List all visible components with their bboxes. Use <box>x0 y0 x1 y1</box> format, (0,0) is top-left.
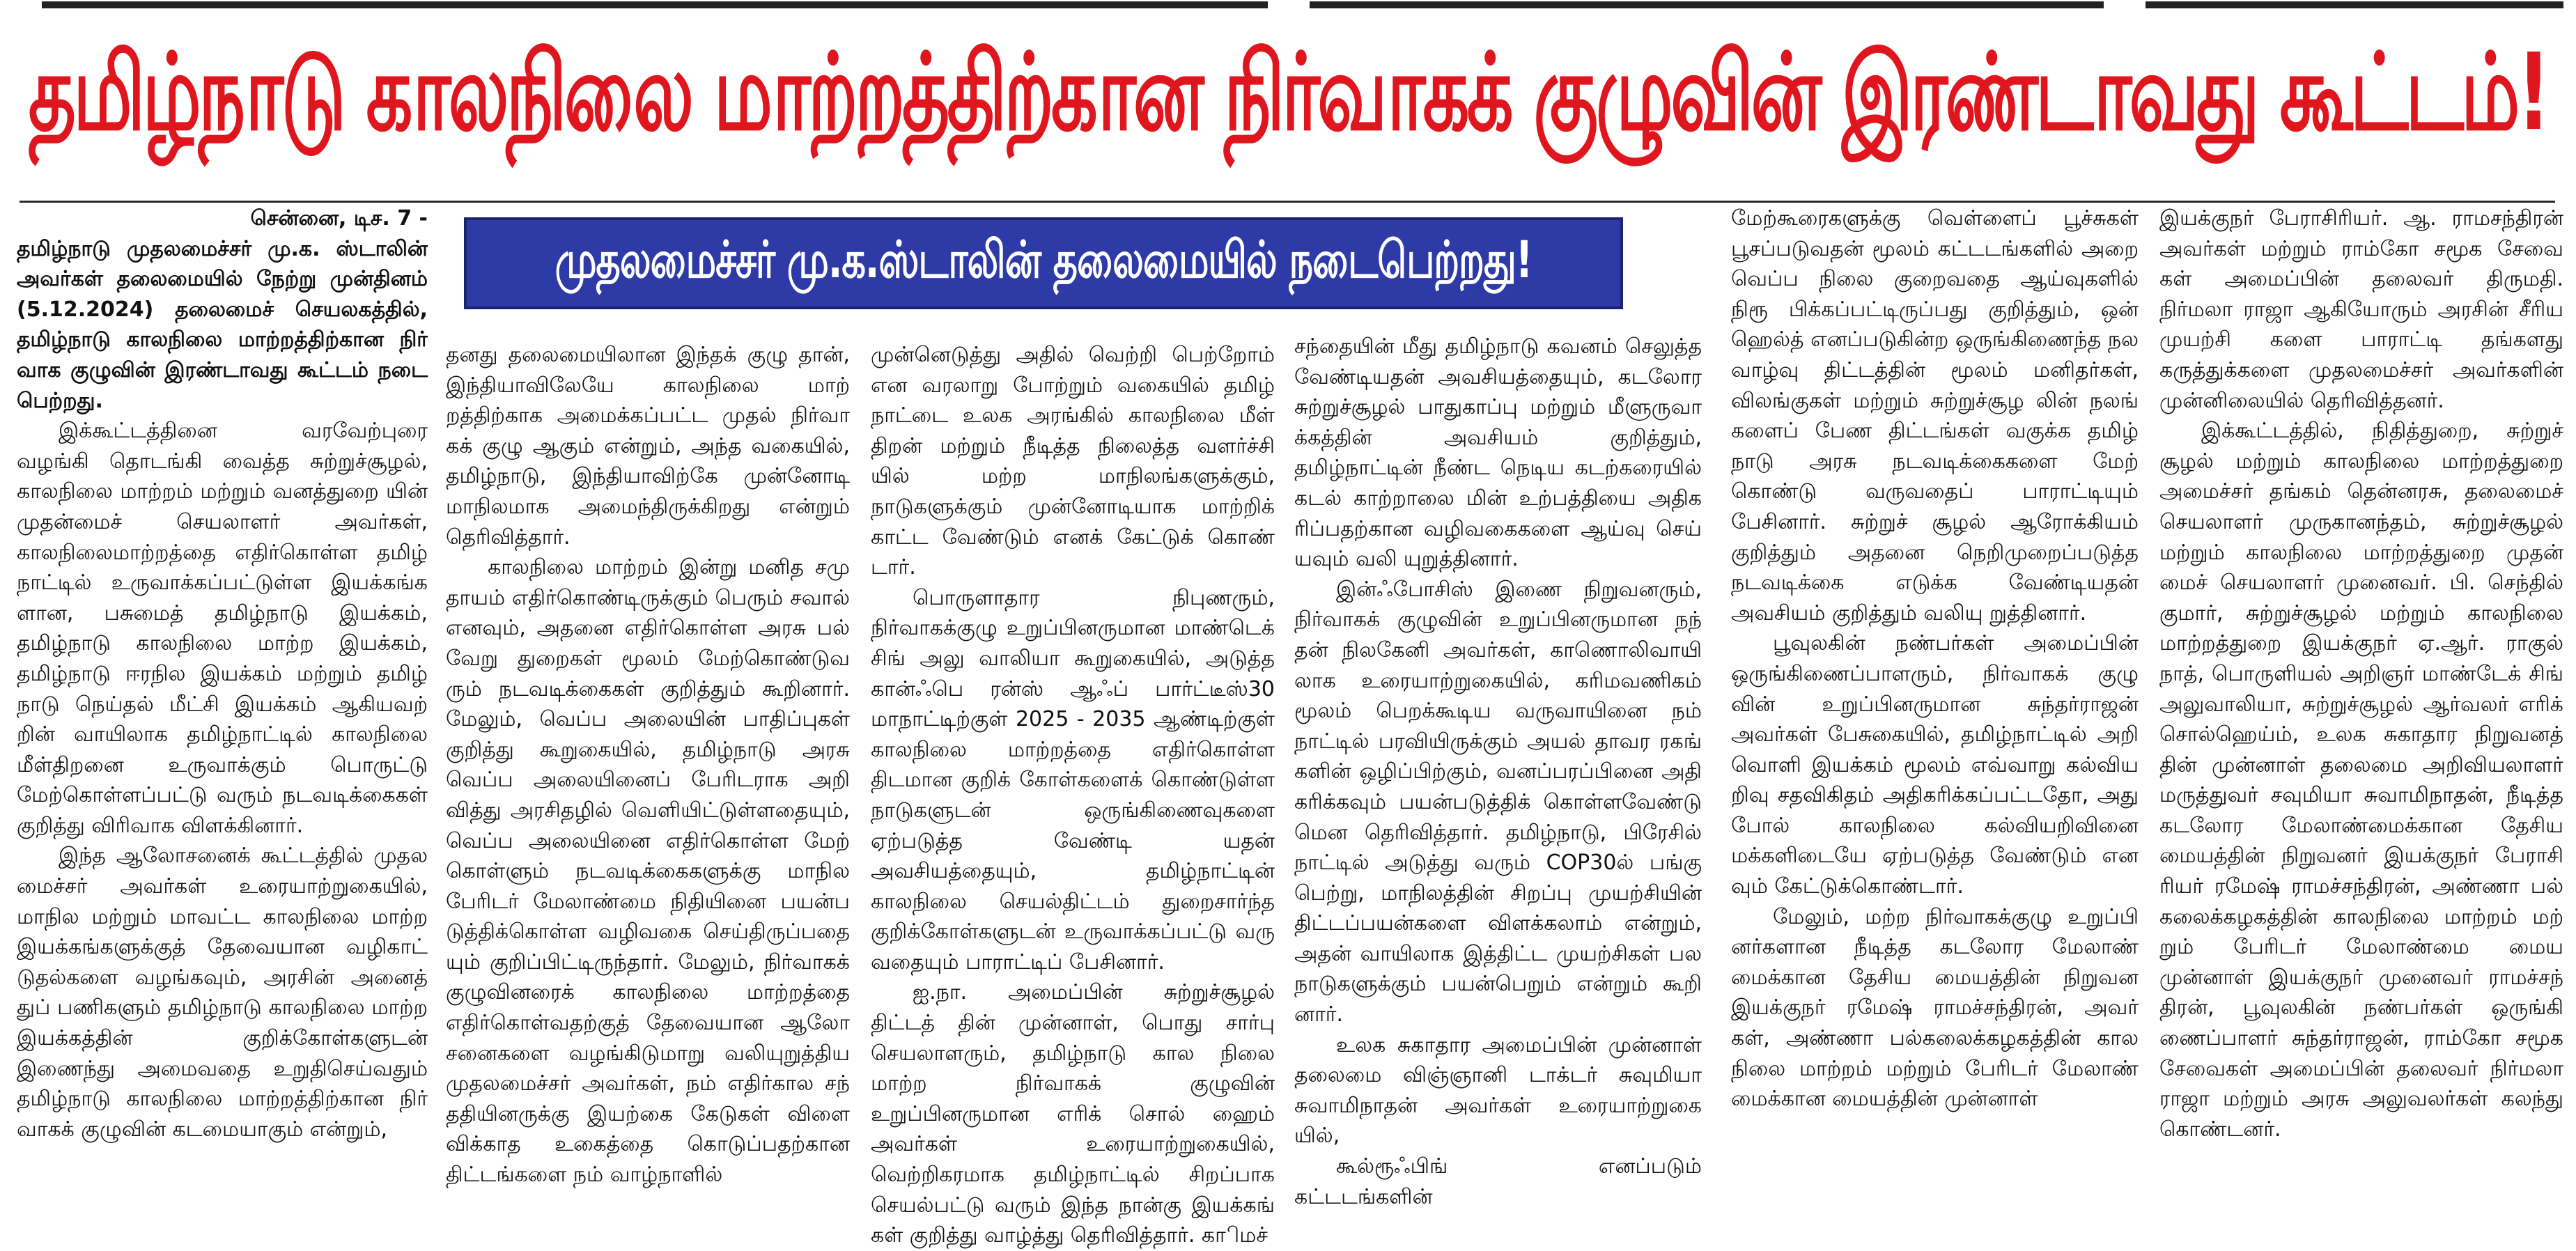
paragraph: பூவுலகின் நண்பர்கள் அமைப்பின் ஒருங்கிணைப்பாளரும், நிர்வாகக் குழு வின் உறுப்பினருமான சுந்தர்ராஜன் அவர்கள் பேசுகையில், தமிழ்நாட்டில் அறி வொளி இயக்கம் மூலம் எவ்வாறு கல்விய றிவு சதவிகிதம் அதிகரிக்கப்பட்டதோ, அது போல் காலநிலை கல்வியறிவினை மக்களிடையே ஏற்படுத்த வேண்டும் என வும் கேட்டுக்கொண்டார். <box>1731 631 2139 899</box>
article-column-6 <box>2159 203 2563 1192</box>
dateline: சென்னை, டிச. 7 - <box>250 206 428 231</box>
paragraph: கூல்ரூஃபிங் எனப்படும் கட்டடங்களின் <box>1294 1154 1702 1209</box>
paragraph: பொருளாதார நிபுணரும், நிர்வாகக்குழு உறுப்பினருமான மாண்டெக் சிங் அலு வாலியா கூறுகையில், அடுத்த கான்ஃபெ ரன்ஸ் ஆஃப் பார்ட்டீஸ்30 மாநாட்டிற்குள் 2025 - 2035 ஆண்டிற்குள் காலநிலை மாற்றத்தை எதிர்கொள்ள திடமான குறிக் கோள்களைக் கொண்டுள்ள நாடுகளுடன் ஒருங்கிணைவுகளை ஏற்படுத்த வேண்டி யதன் அவசியத்தையும், தமிழ்நாட்டின் காலநிலை செயல்திட்டம் துறைசார்ந்த குறிக்கோள்களுடன் உருவாக்கப்பட்டு வரு வதையும் பாராட்டிப் பேசினார். <box>871 585 1275 974</box>
subheadline: முதலமைச்சர் மு.க.ஸ்டாலின் தலைமையில் நடைபெற்றது! <box>554 230 1533 290</box>
article-column-4 <box>1294 203 1702 1209</box>
paragraph: இக்கூட்டத்தினை வரவேற்புரை வழங்கி தொடங்கி வைத்த சுற்றுச்சூழல், காலநிலை மாற்றம் மற்றும் வனத்துறை யின் முதன்மைச் செயலாளர் அவர்கள், காலநிலைமாற்றத்தை எதிர்கொள்ள தமிழ் நாட்டில் உருவாக்கப்பட்டுள்ள இயக்கங்க ளான, பசுமைத் தமிழ்நாடு இயக்கம், தமிழ்நாடு காலநிலை மாற்ற இயக்கம், தமிழ்நாடு ஈரநில இயக்கம் மற்றும் தமிழ் நாடு நெய்தல் மீட்சி இயக்கம் ஆகியவற் றின் வாயிலாக தமிழ்நாட்டில் காலநிலை மீள்திறனை உருவாக்கும் பொருட்டு மேற்கொள்ளப்பட்டு வரும் நடவடிக்கைகள் குறித்து விரிவாக விளக்கினார். <box>17 419 428 838</box>
paragraph: இன்ஃபோசிஸ் இணை நிறுவனரும், நிர்வாகக் குழுவின் உறுப்பினருமான நந் தன் நிலகேனி அவர்கள், காணொலிவாயி லாக உரையாற்றுகையில், கரிமவணிகம் மூலம் பெறக்கூடிய வருவாயினை நம் நாட்டில் பரவியிருக்கும் அயல் தாவர ரகங் களின் ஒழிப்பிற்கும், வனப்பரப்பினை அதி கரிக்கவும் பயன்படுத்திக் கொள்ளவேண்டு மென தெரிவித்தார். தமிழ்நாடு, பிரேசில் நாட்டில் அடுத்து வரும் COP30ல் பங்கு பெற்று, மாநிலத்தின் சிறப்பு முயற்சியின் திட்டப்பயன்களை விளக்கலாம் என்றும், அதன் வாயிலாக இத்திட்ட முயற்சிகள் பல நாடுகளுக்கும் பயன்பெறும் என்றும் கூறி னார். <box>1294 577 1702 1027</box>
paragraph: இந்த ஆலோசனைக் கூட்டத்தில் முதல மைச்சர் அவர்கள் உரையாற்றுகையில், மாநில மற்றும் மாவட்ட காலநிலை மாற்ற இயக்கங்களுக்குத் தேவையான வழிகாட் டுதல்களை வழங்கவும், அரசின் அனைத் துப் பணிகளும் தமிழ்நாடு காலநிலை மாற்ற இயக்கத்தின் குறிக்கோள்களுடன் இணைந்து அமைவதை உறுதிசெய்வதும் தமிழ்நாடு காலநிலை மாற்றத்திற்கான நிர் வாகக் குழுவின் கடமையாகும் என்றும், <box>17 844 428 1142</box>
top-page-border <box>0 0 2576 11</box>
top-border-segment-left <box>42 1 1268 8</box>
paragraph: மேற்கூரைகளுக்கு வெள்ளைப் பூச்சுகள் பூசப்படுவதன் மூலம் கட்டடங்களில் அறை வெப்ப நிலை குறைவதை ஆய்வுகளில் நிரூ பிக்கப்பட்டிருப்பது குறித்தும், ஒன் ஹெல்த் எனப்படுகின்ற ஒருங்கிணைந்த நல வாழ்வு திட்டத்தின் மூலம் மனிதர்கள், விலங்குகள் மற்றும் சுற்றுச்சூழ லின் நலங் களைப் பேண திட்டங்கள் வகுக்க தமிழ் நாடு அரசு நடவடிக்கைகளை மேற் கொண்டு வருவதைப் பாராட்டியும் பேசினார். சுற்றுச் சூழல் ஆரோக்கியம் குறித்தும் அதனை நெறிமுறைப்படுத்த நடவடிக்கை எடுக்க வேண்டியதன் அவசியம் குறித்தும் வலியு றுத்தினார். <box>1731 206 2139 626</box>
article-column-1 <box>17 203 428 1192</box>
top-border-segment-middle <box>1310 1 2104 8</box>
paragraph: தனது தலைமையிலான இந்தக் குழு தான், இந்தியாவிலேயே காலநிலை மாற் றத்திற்காக அமைக்கப்பட்ட முதல் நிர்வா கக் குழு ஆகும் என்றும், அந்த வகையில், தமிழ்நாடு, இந்தியாவிற்கே முன்னோடி மாநிலமாக அமைந்திருக்கிறது என்றும் தெரிவித்தார். <box>446 343 850 550</box>
paragraph: இயக்குநர் பேராசிரியர். ஆ. ராமசந்திரன் அவர்கள் மற்றும் ராம்கோ சமூக சேவை கள் அமைப்பின் தலைவர் திருமதி. நிர்மலா ராஜா ஆகியோரும் அரசின் சீரிய முயற்சி களை பாராட்டி தங்களது கருத்துக்களை முதலமைச்சர் அவர்களின் முன்னிலையில் தெரிவித்தனர். <box>2159 206 2563 413</box>
headline-divider <box>20 201 2555 203</box>
paragraph: இக்கூட்டத்தில், நிதித்துறை, சுற்றுச் சூழல் மற்றும் காலநிலை மாற்றத்துறை அமைச்சர் தங்கம் தென்னரசு, தலைமைச் செயலாளர் முருகானந்தம், சுற்றுச்சூழல் மற்றும் காலநிலை மாற்றத்துறை முதன் மைச் செயலாளர் முனைவர். பி. செந்தில் குமார், சுற்றுச்சூழல் மற்றும் காலநிலை மாற்றத்துறை இயக்குநர் ஏ.ஆர். ராகுல் நாத், பொருளியல் அறிஞர் மாண்டேக் சிங் அலுவாலியா, சுற்றுச்சூழல் ஆர்வலர் எரிக் சொல்ஹெய்ம், உலக சுகாதார நிறுவனத் தின் முன்னாள் தலைமை அறிவியலாளர் மருத்துவர் சவுமியா சுவாமிநாதன், நீடித்த கடலோர மேலாண்மைக்கான தேசிய மையத்தின் நிறுவனர் இயக்குநர் பேராசி ரியர் ரமேஷ் ராமச்சந்திரன், அண்ணா பல் கலைக்கழகத்தின் காலநிலை மாற்றம் மற் றும் பேரிடர் மேலாண்மை மைய முன்னாள் இயக்குநர் முனைவர் ராமச்சந் திரன், பூவுலகின் நண்பர்கள் ஒருங்கி ணைப்பாளர் சுந்தர்ராஜன், ராம்கோ சமூக சேவைகள் அமைப்பின் தலைவர் நிர்மலா ராஜா மற்றும் அரசு அலுவலர்கள் கலந்து கொண்டனர். <box>2159 419 2563 1142</box>
paragraph: ஐ.நா. அமைப்பின் சுற்றுச்சூழல் திட்டத் தின் முன்னாள், பொது சார்பு செயலாளரும், தமிழ்நாடு கால நிலை மாற்ற நிர்வாகக் குழுவின் உறுப்பினருமான எரிக் சொல் ஹைம் அவர்கள் உரையாற்றுகையில், வெற்றிகரமாக தமிழ்நாட்டில் சிறப்பாக செயல்பட்டு வரும் இந்த நான்கு இயக்கங் கள் குறித்து வாழ்த்து தெரிவித்தார். காிமச் <box>871 980 1275 1248</box>
article-column-2 <box>446 340 850 1197</box>
paragraph: மேலும், மற்ற நிர்வாகக்குழு உறுப்பி னர்களான நீடித்த கடலோர மேலாண் மைக்கான தேசிய மையத்தின் நிறுவன இயக்குநர் ரமேஷ் ராமச்சந்திரன், அவர் கள், அண்ணா பல்கலைக்கழகத்தின் கால நிலை மாற்றம் மற்றும் பேரிடர் மேலாண் மைக்கான மையத்தின் முன்னாள் <box>1731 904 2139 1112</box>
top-border-segment-right <box>2146 1 2563 8</box>
lede-paragraph: தமிழ்நாடு முதலமைச்சர் மு.க. ஸ்டாலின் அவர்கள் தலைமையில் நேற்று முன்தினம் (5.12.2024) தலைமைச் செயலகத்தில், தமிழ்நாடு காலநிலை மாற்றத்திற்கான நிர் வாக குழுவின் இரண்டாவது கூட்டம் நடை பெற்றது. <box>17 236 428 413</box>
paragraph: காலநிலை மாற்றம் இன்று மனித சமு தாயம் எதிர்கொண்டிருக்கும் பெரும் சவால் எனவும், அதனை எதிர்கொள்ள அரசு பல் வேறு துறைகள் மூலம் மேற்கொண்டுவ ரும் நடவடிக்கைகள் குறித்தும் கூறினார். மேலும், வெப்ப அலையின் பாதிப்புகள் குறித்து கூறுகையில், தமிழ்நாடு அரசு வெப்ப அலையினைப் பேரிடராக அறி வித்து அரசிதழில் வெளியிட்டுள்ளதையும், வெப்ப அலையினை எதிர்கொள்ள மேற் கொள்ளும் நடவடிக்கைகளுக்கு மாநில பேரிடர் மேலாண்மை நிதியினை பயன்ப டுத்திக்கொள்ள வழிவகை செய்திருப்பதை யும் குறிப்பிட்டிருந்தார். மேலும், நிர்வாகக் குழுவினரைக் காலநிலை மாற்றத்தை எதிர்கொள்வதற்குத் தேவையான ஆலோ சனைகளை வழங்கிடுமாறு வலியுறுத்திய முதலமைச்சர் அவர்கள், நம் எதிர்கால சந் ததியினருக்கு இயற்கை கேடுகள் விளை விக்காத உகைத்தை கொடுப்பதற்கான திட்டங்களை நம் வாழ்நாளில் <box>446 555 850 1188</box>
headline: தமிழ்நாடு காலநிலை மாற்றத்திற்கான நிர்வாகக் குழுவின் இரண்டாவது கூட்டம்! <box>28 31 2548 155</box>
headline-banner <box>0 20 2576 180</box>
paragraph: சந்தையின் மீது தமிழ்நாடு கவனம் செலுத்த வேண்டியதன் அவசியத்தையும், கடலோர சுற்றுச்சூழல் பாதுகாப்பு மற்றும் மீளுருவா க்கத்தின் அவசியம் குறித்தும், தமிழ்நாட்டின் நீண்ட நெடிய கடற்கரையில் கடல் காற்றாலை மின் உற்பத்தியை அதிக ரிப்பதற்கான வழிவகைகளை ஆய்வு செய் யவும் வலி யுறுத்தினார். <box>1294 334 1702 572</box>
article-column-3 <box>871 340 1275 1248</box>
paragraph: உலக சுகாதார அமைப்பின் முன்னாள் தலைமை விஞ்ஞானி டாக்டர் சுவுமியா சுவாமிநாதன் அவர்கள் உரையாற்றுகை யில், <box>1294 1032 1702 1149</box>
article-column-5 <box>1731 203 2139 1192</box>
subheadline-spacer <box>1294 203 1702 332</box>
paragraph: முன்னெடுத்து அதில் வெற்றி பெற்றோம் என வரலாறு போற்றும் வகையில் தமிழ் நாட்டை உலக அரங்கில் காலநிலை மீள் திறன் மற்றும் நீடித்த நிலைத்த வளர்ச்சி யில் மற்ற மாநிலங்களுக்கும், நாடுகளுக்கும் முன்னோடியாக மாற்றிக் காட்ட வேண்டும் எனக் கேட்டுக் கொண் டார். <box>871 343 1275 580</box>
